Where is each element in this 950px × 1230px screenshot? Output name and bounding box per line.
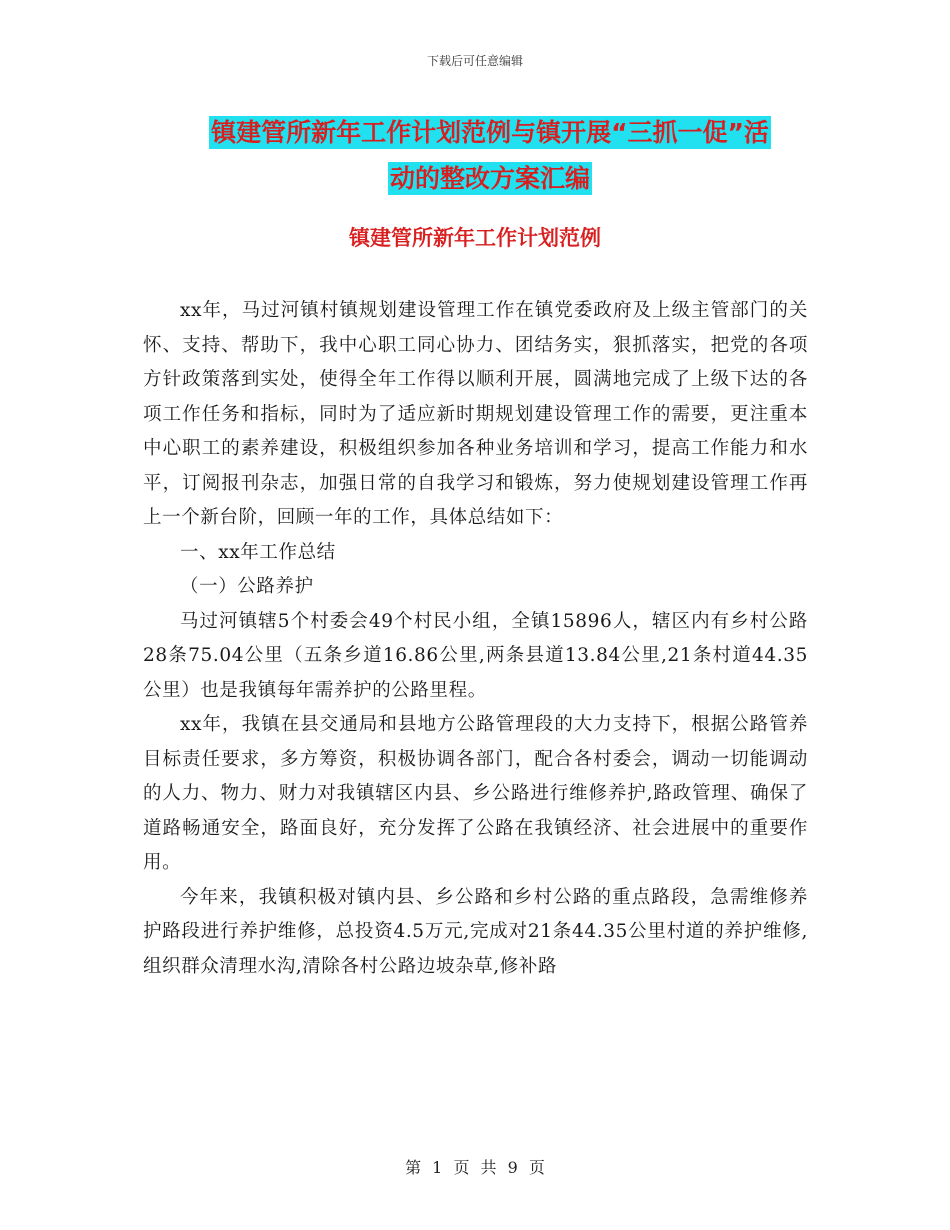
document-title: [160, 110, 820, 202]
document-body: [143, 294, 808, 984]
heading-level-1: 一、xx年工作总结: [180, 541, 336, 563]
paragraph-maintenance: xx年，我镇在县交通局和县地方公路管理段的大力支持下，根据公路管养目标责任要求，多方筹资，积极协调各部门，配合各村委会，调动一切能调动的人力、物力、财力对我镇辖区内县、乡公路进行维修养护,路政管理、确保了道路畅通安全，路面良好，充分发挥了公路在我镇经济、社会进展中的重要作用。: [143, 714, 808, 873]
paragraph-roads: 马过河镇辖5个村委会49个村民小组，全镇15896人，辖区内有乡村公路28条75.04公里（五条乡道16.86公里,两条县道13.84公里,21条村道44.35公里）也是我镇每年需养护的公路里程。: [143, 610, 808, 701]
section-title: 镇建管所新年工作计划范例: [349, 226, 601, 250]
page-number: 第 1 页 共 9 页: [405, 1158, 545, 1177]
document-title-line-2: 动的整改方案汇编: [389, 164, 590, 193]
paragraph-intro: xx年，马过河镇村镇规划建设管理工作在镇党委政府及上级主管部门的关怀、支持、帮助下，我中心职工同心协力、团结务实，狠抓落实，把党的各项方针政策落到实处，使得全年工作得以顺利开展，圆满地完成了上级下达的各项工作任务和指标，同时为了适应新时期规划建设管理工作的需要，更注重本中心职工的素养建设，积极组织参加各种业务培训和学习，提高工作能力和水平，订阅报刊杂志，加强日常的自我学习和锻炼，努力使规划建设管理工作再上一个新台阶，回顾一年的工作，具体总结如下：: [143, 300, 808, 528]
paragraph-investment: 今年来，我镇积极对镇内县、乡公路和乡村公路的重点路段，急需维修养护路段进行养护维修，总投资4.5万元,完成对21条44.35公里村道的养护维修,组织群众清理水沟,清除各村公路边坡杂草,修补路: [143, 886, 808, 977]
heading-level-2: （一）公路养护: [180, 576, 314, 597]
page-header-note: 下载后可任意编辑: [426, 54, 523, 68]
document-title-line-1: 镇建管所新年工作计划范例与镇开展“三抓一促”活: [211, 118, 769, 147]
